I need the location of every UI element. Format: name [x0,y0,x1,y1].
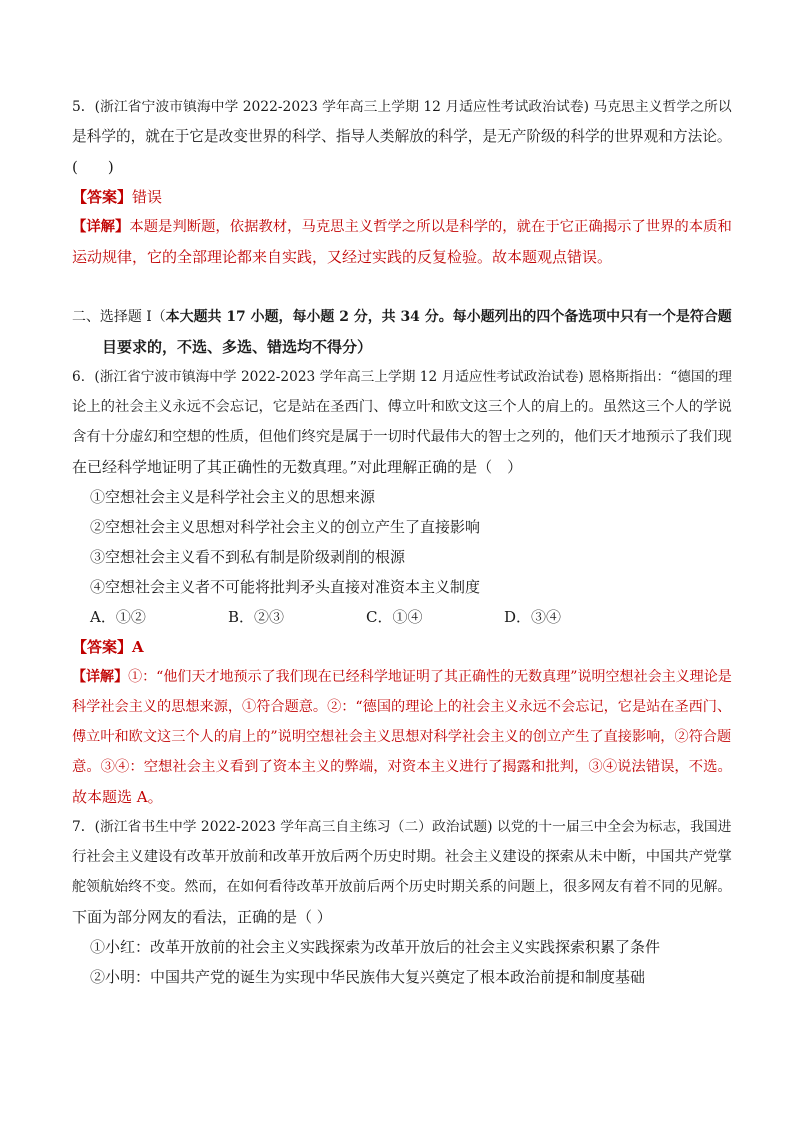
q7-item-2: ②小明：中国共产党的诞生为实现中华民族伟大复兴奠定了根本政治前提和制度基础 [90,968,646,986]
q5-answer-blank: ( ) [72,158,114,176]
q6-item-4: ④空想社会主义者不可能将批判矛头直接对准资本主义制度 [90,578,481,596]
q6-detail-line-4: 意。③④：空想社会主义看到了资本主义的弊端，对资本主义进行了揭露和批判，③④说法错误，不选。 [72,759,732,775]
q6-detail-text-1: ①：“他们天才地预示了我们现在已经科学地证明了其正确性的无数真理”说明空想社会主义理论是 [128,669,732,685]
q6-option-a: A．①② [90,608,146,626]
q6-stem-line-2: 论上的社会主义永远不会忘记，它是站在圣西门、傅立叶和欧文这三个人的肩上的。虽然这三个人的学说 [72,399,732,415]
q6-detail-line-2: 科学社会主义的思想来源，①符合题意。②：“德国的理论上的社会主义永远不会忘记，它是站在圣西门、 [72,699,732,715]
q6-item-3: ③空想社会主义看不到私有制是阶级剥削的根源 [90,548,406,566]
section-2-heading [72,306,732,358]
question-7 [72,816,732,988]
section-2-line-1 [72,306,732,328]
q5-detail-line-2: 运动规律，它的全部理论都来自实践，又经过实践的反复检验。故本题观点错误。 [72,248,613,266]
q5-answer: 错误 [132,188,163,206]
q6-options [72,606,732,628]
q6-detail-line-1 [72,666,732,688]
q6-detail-line-5: 故本题选 A。 [72,788,163,806]
section-2-title: 二、选择题 I（ [72,309,166,325]
q7-item-1: ①小红：改革开放前的社会主义实践探索为改革开放后的社会主义实践探索积累了条件 [90,938,661,956]
answer-tag: 【答案】 [72,638,133,656]
q7-stem-line-4: 下面为部分网友的看法，正确的是（ ） [72,908,332,926]
question-5 [72,96,732,268]
q6-stem-line-1: 6．(浙江省宁波市镇海中学 2022-2023 学年高三上学期 12 月适应性考试政治试卷) 恩格斯指出：“德国的理 [72,369,732,385]
q6-option-d: D．③④ [504,608,562,626]
q6-stem-line-3: 含有十分虚幻和空想的性质，但他们终究是属于一切时代最伟大的智士之列的，他们天才地预示了我们现 [72,429,732,445]
q5-detail-line-1 [72,216,732,238]
q6-option-b: B．②③ [228,608,285,626]
q5-answer-row [72,186,732,208]
answer-tag: 【答案】 [72,188,133,206]
q6-answer: A [132,638,144,656]
q6-item-1: ①空想社会主义是科学社会主义的思想来源 [90,488,376,506]
q6-item-2: ②空想社会主义思想对科学社会主义的创立产生了直接影响 [90,518,481,536]
q6-answer-row [72,636,732,658]
q7-stem-line-1: 7．(浙江省书生中学 2022-2023 学年高三自主练习（二）政治试题) 以党的十一届三中全会为标志，我国进 [72,819,732,835]
section-2-instructions-2: 目要求的，不选、多选、错选均不得分） [102,338,373,356]
q5-detail-text-1: 本题是判断题，依据教材，马克思主义哲学之所以是科学的，就在于它正确揭示了世界的本质和 [129,219,732,235]
detail-tag: 【详解】 [72,219,130,235]
document-page [72,96,732,988]
section-2-instructions-1: 本大题共 17 小题，每小题 2 分，共 34 分。每小题列出的四个备选项中只有一个是符合题 [165,309,732,325]
q5-stem-line-2: 是科学的，就在于它是改变世界的科学、指导人类解放的科学，是无产阶级的科学的世界观和方法论。 [72,128,732,145]
question-6 [72,366,732,808]
q6-option-c: C．①④ [366,608,423,626]
q7-stem-line-2: 行社会主义建设有改革开放前和改革开放后两个历史时期。社会主义建设的探索从未中断，中国共产党掌 [72,849,732,865]
q5-stem-line-1: 5．(浙江省宁波市镇海中学 2022-2023 学年高三上学期 12 月适应性考试政治试卷) 马克思主义哲学之所以 [72,99,732,115]
detail-tag: 【详解】 [72,669,129,685]
q6-stem-line-4: 在已经科学地证明了其正确性的无数真理。”对此理解正确的是（ ） [72,458,523,476]
q6-detail-line-3: 傅立叶和欧文这三个人的肩上的”说明空想社会主义思想对科学社会主义的创立产生了直接影响，②符合题 [72,729,732,745]
q7-stem-line-3: 舵领航始终不变。然而，在如何看待改革开放前后两个历史时期关系的问题上，很多网友有着不同的见解。 [72,879,732,895]
